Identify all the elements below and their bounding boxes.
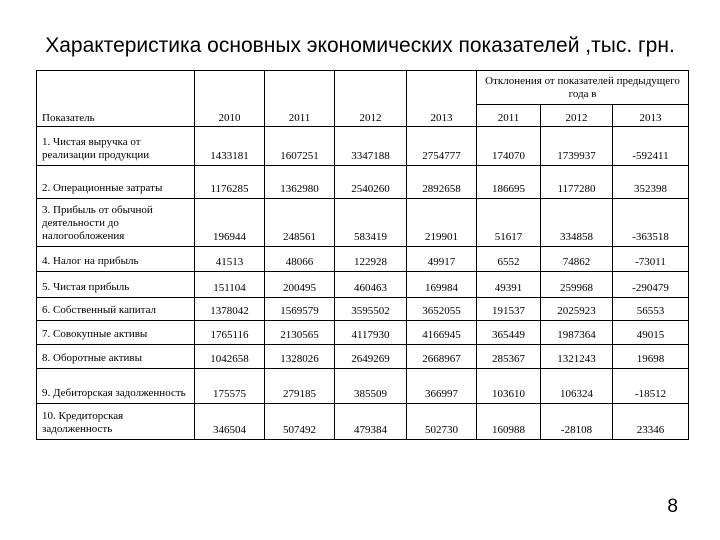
row-value: 151104 [195,272,265,298]
row-value: 49391 [477,272,541,298]
row-value: 186695 [477,166,541,199]
row-value: 1321243 [541,345,613,369]
row-value: -363518 [613,199,689,247]
row-value: 1987364 [541,321,613,345]
row-value: -73011 [613,247,689,272]
row-value: 2892658 [407,166,477,199]
table-row [37,127,689,166]
header-indicator: Показатель [37,71,195,127]
row-value: 259968 [541,272,613,298]
row-value: 4166945 [407,321,477,345]
row-value: 1328026 [265,345,335,369]
row-value: 200495 [265,272,335,298]
row-label: 9. Дебиторская задолженность [37,369,195,404]
row-value: 1176285 [195,166,265,199]
row-value: 56553 [613,298,689,321]
table-row [37,247,689,272]
table-row [37,345,689,369]
table-row [37,321,689,345]
row-value: 346504 [195,404,265,440]
indicators-table [36,70,689,440]
row-value: 352398 [613,166,689,199]
row-value: 1607251 [265,127,335,166]
row-value: -592411 [613,127,689,166]
row-value: 502730 [407,404,477,440]
table-body [37,127,689,440]
row-value: 196944 [195,199,265,247]
row-label: 4. Налог на прибыль [37,247,195,272]
row-value: 51617 [477,199,541,247]
row-value: 583419 [335,199,407,247]
row-value: 49015 [613,321,689,345]
header-deviation-2011: 2011 [477,105,541,127]
row-value: 23346 [613,404,689,440]
table-row [37,272,689,298]
header-deviation-group: Отклонения от показателей предыдущего года в [477,71,689,105]
row-value: 285367 [477,345,541,369]
row-value: 2130565 [265,321,335,345]
row-value: 460463 [335,272,407,298]
row-value: -28108 [541,404,613,440]
row-value: 169984 [407,272,477,298]
row-value: 279185 [265,369,335,404]
row-value: 49917 [407,247,477,272]
header-year-2011: 2011 [265,71,335,127]
row-value: 48066 [265,247,335,272]
row-value: -290479 [613,272,689,298]
row-value: 1739937 [541,127,613,166]
row-value: 1765116 [195,321,265,345]
row-value: 41513 [195,247,265,272]
page-number: 8 [667,496,678,517]
row-value: 1362980 [265,166,335,199]
header-year-2010: 2010 [195,71,265,127]
row-value: 1433181 [195,127,265,166]
row-value: 74862 [541,247,613,272]
row-value: 6552 [477,247,541,272]
row-value: 248561 [265,199,335,247]
row-label: 3. Прибыль от обычной деятельности до налогообложения [37,199,195,247]
row-value: 2668967 [407,345,477,369]
row-value: 1569579 [265,298,335,321]
row-value: 219901 [407,199,477,247]
row-label: 5. Чистая прибыль [37,272,195,298]
row-value: 385509 [335,369,407,404]
row-value: 175575 [195,369,265,404]
row-label: 2. Операционные затраты [37,166,195,199]
row-value: 3595502 [335,298,407,321]
row-label: 7. Совокупные активы [37,321,195,345]
row-label: 1. Чистая выручка от реализации продукции [37,127,195,166]
header-year-2012: 2012 [335,71,407,127]
row-value: 365449 [477,321,541,345]
row-label: 8. Оборотные активы [37,345,195,369]
table-row [37,369,689,404]
row-value: 174070 [477,127,541,166]
row-value: 191537 [477,298,541,321]
header-deviation-2012: 2012 [541,105,613,127]
table-row [37,298,689,321]
row-value: 19698 [613,345,689,369]
table-row [37,166,689,199]
row-value: 2649269 [335,345,407,369]
row-label: 6. Собственный капитал [37,298,195,321]
row-value: 122928 [335,247,407,272]
row-value: 1378042 [195,298,265,321]
row-value: 1042658 [195,345,265,369]
header-year-2013: 2013 [407,71,477,127]
table-row [37,404,689,440]
row-value: 3652055 [407,298,477,321]
row-value: 1177280 [541,166,613,199]
row-value: 103610 [477,369,541,404]
slide-title: Характеристика основных экономических показателей ,тыс. грн. [45,34,675,57]
row-value: 507492 [265,404,335,440]
row-label: 10. Кредиторская задолженность [37,404,195,440]
row-value: 366997 [407,369,477,404]
row-value: 2540260 [335,166,407,199]
row-value: 334858 [541,199,613,247]
table-row [37,199,689,247]
row-value: 4117930 [335,321,407,345]
row-value: 106324 [541,369,613,404]
row-value: 3347188 [335,127,407,166]
row-value: 2754777 [407,127,477,166]
header-deviation-2013: 2013 [613,105,689,127]
row-value: 479384 [335,404,407,440]
row-value: 160988 [477,404,541,440]
row-value: -18512 [613,369,689,404]
row-value: 2025923 [541,298,613,321]
